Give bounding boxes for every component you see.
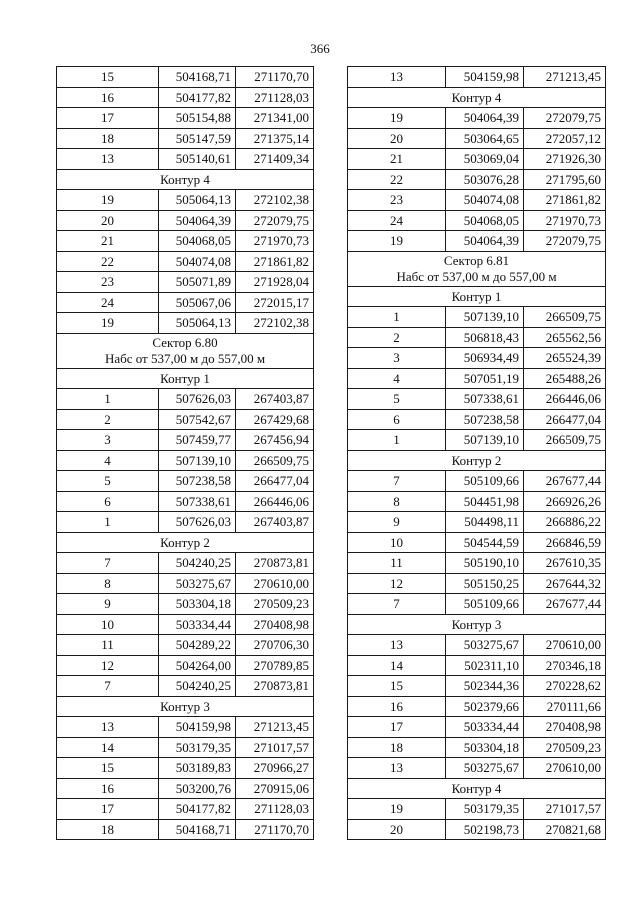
y-coordinate-cell: 267644,32 (524, 573, 606, 594)
table-row (348, 594, 606, 615)
y-coordinate-cell: 271795,60 (524, 169, 606, 190)
x-coordinate-cell: 505067,06 (159, 292, 236, 313)
x-coordinate-cell: 505064,13 (159, 190, 236, 211)
x-coordinate-cell: 503334,44 (446, 717, 524, 738)
contour-header: Контур 3 (348, 614, 606, 635)
table-row (348, 67, 606, 88)
table-row (348, 307, 606, 328)
point-number-cell: 6 (348, 409, 446, 430)
table-row (348, 471, 606, 492)
table-row (348, 717, 606, 738)
point-number-cell: 16 (57, 778, 159, 799)
y-coordinate-cell: 272102,38 (236, 190, 314, 211)
table-row (57, 491, 314, 512)
table-row (348, 655, 606, 676)
y-coordinate-cell: 270408,98 (236, 614, 314, 635)
y-coordinate-cell: 272057,12 (524, 128, 606, 149)
point-number-cell: 1 (57, 512, 159, 533)
x-coordinate-cell: 505190,10 (446, 553, 524, 574)
y-coordinate-cell: 271341,00 (236, 108, 314, 129)
point-number-cell: 16 (57, 87, 159, 108)
point-number-cell: 19 (57, 190, 159, 211)
point-number-cell: 15 (57, 67, 159, 88)
point-number-cell: 1 (348, 307, 446, 328)
y-coordinate-cell: 272079,75 (524, 231, 606, 252)
point-number-cell: 1 (348, 430, 446, 451)
contour-header: Контур 1 (348, 286, 606, 307)
y-coordinate-cell: 270610,00 (236, 573, 314, 594)
x-coordinate-cell: 504064,39 (446, 231, 524, 252)
point-number-cell: 17 (57, 799, 159, 820)
table-row (348, 799, 606, 820)
y-coordinate-cell: 266926,26 (524, 491, 606, 512)
table-row (348, 348, 606, 369)
x-coordinate-cell: 504177,82 (159, 799, 236, 820)
x-coordinate-cell: 505064,13 (159, 313, 236, 334)
table-row (348, 512, 606, 533)
contour-header-row (57, 696, 314, 717)
contour-header-row (348, 450, 606, 471)
y-coordinate-cell: 271926,30 (524, 149, 606, 170)
point-number-cell: 14 (348, 655, 446, 676)
y-coordinate-cell: 270610,00 (524, 758, 606, 779)
table-row (348, 532, 606, 553)
point-number-cell: 13 (348, 67, 446, 88)
point-number-cell: 12 (57, 655, 159, 676)
sector-header (57, 333, 314, 368)
y-coordinate-cell: 271861,82 (524, 190, 606, 211)
x-coordinate-cell: 503076,28 (446, 169, 524, 190)
table-row (57, 471, 314, 492)
point-number-cell: 7 (348, 594, 446, 615)
point-number-cell: 1 (57, 389, 159, 410)
table-row (348, 149, 606, 170)
point-number-cell: 18 (348, 737, 446, 758)
point-number-cell: 7 (348, 471, 446, 492)
point-number-cell: 17 (57, 108, 159, 129)
x-coordinate-cell: 507338,61 (159, 491, 236, 512)
point-number-cell: 8 (348, 491, 446, 512)
x-coordinate-cell: 507238,58 (446, 409, 524, 430)
y-coordinate-cell: 267677,44 (524, 594, 606, 615)
table-row (57, 149, 314, 170)
table-row (348, 389, 606, 410)
point-number-cell: 14 (57, 737, 159, 758)
point-number-cell: 20 (57, 210, 159, 231)
table-row (57, 635, 314, 656)
x-coordinate-cell: 504064,39 (159, 210, 236, 231)
x-coordinate-cell: 503304,18 (446, 737, 524, 758)
y-coordinate-cell: 266446,06 (524, 389, 606, 410)
x-coordinate-cell: 503275,67 (446, 635, 524, 656)
contour-header-row (348, 614, 606, 635)
x-coordinate-cell: 502379,66 (446, 696, 524, 717)
point-number-cell: 21 (348, 149, 446, 170)
x-coordinate-cell: 503064,65 (446, 128, 524, 149)
table-row (348, 409, 606, 430)
x-coordinate-cell: 502344,36 (446, 676, 524, 697)
table-row (348, 190, 606, 211)
y-coordinate-cell: 271970,73 (524, 210, 606, 231)
x-coordinate-cell: 507626,03 (159, 512, 236, 533)
x-coordinate-cell: 504064,39 (446, 108, 524, 129)
table-row (57, 231, 314, 252)
y-coordinate-cell: 265488,26 (524, 368, 606, 389)
y-coordinate-cell: 271970,73 (236, 231, 314, 252)
table-row (57, 430, 314, 451)
x-coordinate-cell: 507459,77 (159, 430, 236, 451)
point-number-cell: 3 (348, 348, 446, 369)
x-coordinate-cell: 503304,18 (159, 594, 236, 615)
table-row (57, 67, 314, 88)
y-coordinate-cell: 270873,81 (236, 553, 314, 574)
table-row (348, 676, 606, 697)
sector-header-row (348, 251, 606, 286)
table-row (57, 614, 314, 635)
table-row (348, 128, 606, 149)
contour-header-row (348, 778, 606, 799)
sector-header (348, 251, 606, 286)
x-coordinate-cell: 504068,05 (446, 210, 524, 231)
y-coordinate-cell: 267429,68 (236, 409, 314, 430)
point-number-cell: 18 (57, 819, 159, 840)
point-number-cell: 4 (57, 450, 159, 471)
y-coordinate-cell: 266846,59 (524, 532, 606, 553)
y-coordinate-cell: 271213,45 (524, 67, 606, 88)
point-number-cell: 13 (57, 717, 159, 738)
table-row (348, 231, 606, 252)
point-number-cell: 15 (57, 758, 159, 779)
y-coordinate-cell: 270346,18 (524, 655, 606, 676)
y-coordinate-cell: 272079,75 (524, 108, 606, 129)
x-coordinate-cell: 503334,44 (159, 614, 236, 635)
table-row (57, 292, 314, 313)
sector-elevation-range: Набс от 537,00 м до 557,00 м (104, 350, 266, 366)
point-number-cell: 19 (348, 799, 446, 820)
contour-header: Контур 4 (348, 87, 606, 108)
y-coordinate-cell: 266886,22 (524, 512, 606, 533)
table-row (348, 737, 606, 758)
table-row (57, 799, 314, 820)
table-row (57, 87, 314, 108)
coordinates-table-right-body (348, 67, 606, 840)
y-coordinate-cell: 267610,35 (524, 553, 606, 574)
table-row (57, 778, 314, 799)
contour-header-row (348, 286, 606, 307)
point-number-cell: 21 (57, 231, 159, 252)
table-row (57, 251, 314, 272)
point-number-cell: 6 (57, 491, 159, 512)
x-coordinate-cell: 507626,03 (159, 389, 236, 410)
y-coordinate-cell: 271213,45 (236, 717, 314, 738)
x-coordinate-cell: 507139,10 (446, 307, 524, 328)
coordinates-table-left (56, 66, 314, 840)
point-number-cell: 8 (57, 573, 159, 594)
table-row (57, 108, 314, 129)
point-number-cell: 2 (348, 327, 446, 348)
point-number-cell: 20 (348, 819, 446, 840)
y-coordinate-cell: 271170,70 (236, 819, 314, 840)
table-row (57, 717, 314, 738)
contour-header: Контур 1 (57, 368, 314, 389)
point-number-cell: 5 (348, 389, 446, 410)
y-coordinate-cell: 266477,04 (236, 471, 314, 492)
point-number-cell: 11 (57, 635, 159, 656)
point-number-cell: 11 (348, 553, 446, 574)
x-coordinate-cell: 504177,82 (159, 87, 236, 108)
table-row (348, 635, 606, 656)
x-coordinate-cell: 503275,67 (159, 573, 236, 594)
table-row (348, 327, 606, 348)
y-coordinate-cell: 270509,23 (236, 594, 314, 615)
x-coordinate-cell: 504074,08 (446, 190, 524, 211)
point-number-cell: 10 (348, 532, 446, 553)
point-number-cell: 13 (348, 635, 446, 656)
table-row (348, 169, 606, 190)
x-coordinate-cell: 504264,00 (159, 655, 236, 676)
x-coordinate-cell: 504159,98 (159, 717, 236, 738)
point-number-cell: 19 (348, 108, 446, 129)
y-coordinate-cell: 265562,56 (524, 327, 606, 348)
point-number-cell: 15 (348, 676, 446, 697)
contour-header-row (57, 169, 314, 190)
x-coordinate-cell: 504240,25 (159, 553, 236, 574)
x-coordinate-cell: 507542,67 (159, 409, 236, 430)
point-number-cell: 13 (348, 758, 446, 779)
x-coordinate-cell: 505147,59 (159, 128, 236, 149)
y-coordinate-cell: 270706,30 (236, 635, 314, 656)
x-coordinate-cell: 504159,98 (446, 67, 524, 88)
table-row (57, 512, 314, 533)
sector-header-row (57, 333, 314, 368)
table-row (348, 491, 606, 512)
point-number-cell: 18 (57, 128, 159, 149)
x-coordinate-cell: 505109,66 (446, 471, 524, 492)
x-coordinate-cell: 504240,25 (159, 676, 236, 697)
x-coordinate-cell: 507139,10 (446, 430, 524, 451)
x-coordinate-cell: 503200,76 (159, 778, 236, 799)
contour-header: Контур 4 (348, 778, 606, 799)
x-coordinate-cell: 507238,58 (159, 471, 236, 492)
x-coordinate-cell: 505071,89 (159, 272, 236, 293)
y-coordinate-cell: 267456,94 (236, 430, 314, 451)
x-coordinate-cell: 503275,67 (446, 758, 524, 779)
table-row (57, 594, 314, 615)
x-coordinate-cell: 502311,10 (446, 655, 524, 676)
contour-header: Контур 4 (57, 169, 314, 190)
point-number-cell: 19 (348, 231, 446, 252)
contour-header-row (57, 532, 314, 553)
y-coordinate-cell: 270408,98 (524, 717, 606, 738)
point-number-cell: 20 (348, 128, 446, 149)
point-number-cell: 19 (57, 313, 159, 334)
y-coordinate-cell: 271861,82 (236, 251, 314, 272)
table-row (348, 758, 606, 779)
y-coordinate-cell: 271375,14 (236, 128, 314, 149)
table-row (348, 210, 606, 231)
y-coordinate-cell: 271928,04 (236, 272, 314, 293)
table-row (57, 313, 314, 334)
table-row (348, 368, 606, 389)
x-coordinate-cell: 504498,11 (446, 512, 524, 533)
x-coordinate-cell: 507139,10 (159, 450, 236, 471)
sector-title: Сектор 6.81 (443, 252, 510, 268)
table-row (57, 210, 314, 231)
y-coordinate-cell: 272015,17 (236, 292, 314, 313)
x-coordinate-cell: 504168,71 (159, 819, 236, 840)
x-coordinate-cell: 506934,49 (446, 348, 524, 369)
page-number: 366 (310, 41, 330, 56)
point-number-cell: 16 (348, 696, 446, 717)
y-coordinate-cell: 270789,85 (236, 655, 314, 676)
contour-header: Контур 2 (57, 532, 314, 553)
x-coordinate-cell: 504544,59 (446, 532, 524, 553)
x-coordinate-cell: 503179,35 (159, 737, 236, 758)
table-row (57, 737, 314, 758)
point-number-cell: 17 (348, 717, 446, 738)
y-coordinate-cell: 271409,34 (236, 149, 314, 170)
point-number-cell: 3 (57, 430, 159, 451)
x-coordinate-cell: 503069,04 (446, 149, 524, 170)
x-coordinate-cell: 504289,22 (159, 635, 236, 656)
y-coordinate-cell: 266477,04 (524, 409, 606, 430)
y-coordinate-cell: 271128,03 (236, 799, 314, 820)
y-coordinate-cell: 270873,81 (236, 676, 314, 697)
table-row (57, 819, 314, 840)
point-number-cell: 10 (57, 614, 159, 635)
x-coordinate-cell: 505150,25 (446, 573, 524, 594)
contour-header-row (57, 368, 314, 389)
table-row (348, 430, 606, 451)
y-coordinate-cell: 270821,68 (524, 819, 606, 840)
y-coordinate-cell: 270509,23 (524, 737, 606, 758)
x-coordinate-cell: 503179,35 (446, 799, 524, 820)
table-row (57, 128, 314, 149)
table-row (57, 272, 314, 293)
y-coordinate-cell: 272079,75 (236, 210, 314, 231)
y-coordinate-cell: 271017,57 (236, 737, 314, 758)
point-number-cell: 7 (57, 676, 159, 697)
x-coordinate-cell: 505140,61 (159, 149, 236, 170)
y-coordinate-cell: 267677,44 (524, 471, 606, 492)
table-row (57, 553, 314, 574)
point-number-cell: 12 (348, 573, 446, 594)
coordinates-table-left-body (57, 67, 314, 840)
x-coordinate-cell: 507051,19 (446, 368, 524, 389)
table-row (57, 450, 314, 471)
x-coordinate-cell: 504068,05 (159, 231, 236, 252)
sector-elevation-range: Набс от 537,00 м до 557,00 м (396, 268, 557, 284)
point-number-cell: 23 (57, 272, 159, 293)
y-coordinate-cell: 270228,62 (524, 676, 606, 697)
coordinates-table-right (347, 66, 606, 840)
table-row (348, 573, 606, 594)
x-coordinate-cell: 507338,61 (446, 389, 524, 410)
contour-header: Контур 3 (57, 696, 314, 717)
y-coordinate-cell: 271170,70 (236, 67, 314, 88)
point-number-cell: 24 (57, 292, 159, 313)
y-coordinate-cell: 266509,75 (524, 430, 606, 451)
y-coordinate-cell: 267403,87 (236, 389, 314, 410)
y-coordinate-cell: 272102,38 (236, 313, 314, 334)
point-number-cell: 5 (57, 471, 159, 492)
y-coordinate-cell: 266509,75 (236, 450, 314, 471)
point-number-cell: 23 (348, 190, 446, 211)
y-coordinate-cell: 266509,75 (524, 307, 606, 328)
table-row (57, 409, 314, 430)
point-number-cell: 24 (348, 210, 446, 231)
y-coordinate-cell: 265524,39 (524, 348, 606, 369)
point-number-cell: 22 (57, 251, 159, 272)
table-row (57, 758, 314, 779)
table-row (57, 389, 314, 410)
contour-header-row (348, 87, 606, 108)
table-row (57, 573, 314, 594)
point-number-cell: 2 (57, 409, 159, 430)
x-coordinate-cell: 504451,98 (446, 491, 524, 512)
x-coordinate-cell: 506818,43 (446, 327, 524, 348)
table-row (348, 696, 606, 717)
point-number-cell: 13 (57, 149, 159, 170)
y-coordinate-cell: 270966,27 (236, 758, 314, 779)
y-coordinate-cell: 267403,87 (236, 512, 314, 533)
y-coordinate-cell: 270610,00 (524, 635, 606, 656)
y-coordinate-cell: 271128,03 (236, 87, 314, 108)
point-number-cell: 9 (57, 594, 159, 615)
point-number-cell: 22 (348, 169, 446, 190)
table-row (348, 108, 606, 129)
point-number-cell: 9 (348, 512, 446, 533)
point-number-cell: 7 (57, 553, 159, 574)
table-row (57, 190, 314, 211)
y-coordinate-cell: 271017,57 (524, 799, 606, 820)
table-row (348, 819, 606, 840)
table-row (348, 553, 606, 574)
x-coordinate-cell: 504168,71 (159, 67, 236, 88)
y-coordinate-cell: 270111,66 (524, 696, 606, 717)
point-number-cell: 4 (348, 368, 446, 389)
x-coordinate-cell: 504074,08 (159, 251, 236, 272)
y-coordinate-cell: 270915,06 (236, 778, 314, 799)
table-row (57, 676, 314, 697)
x-coordinate-cell: 505109,66 (446, 594, 524, 615)
y-coordinate-cell: 266446,06 (236, 491, 314, 512)
x-coordinate-cell: 505154,88 (159, 108, 236, 129)
contour-header: Контур 2 (348, 450, 606, 471)
x-coordinate-cell: 503189,83 (159, 758, 236, 779)
table-row (57, 655, 314, 676)
x-coordinate-cell: 502198,73 (446, 819, 524, 840)
sector-title: Сектор 6.80 (152, 334, 218, 350)
